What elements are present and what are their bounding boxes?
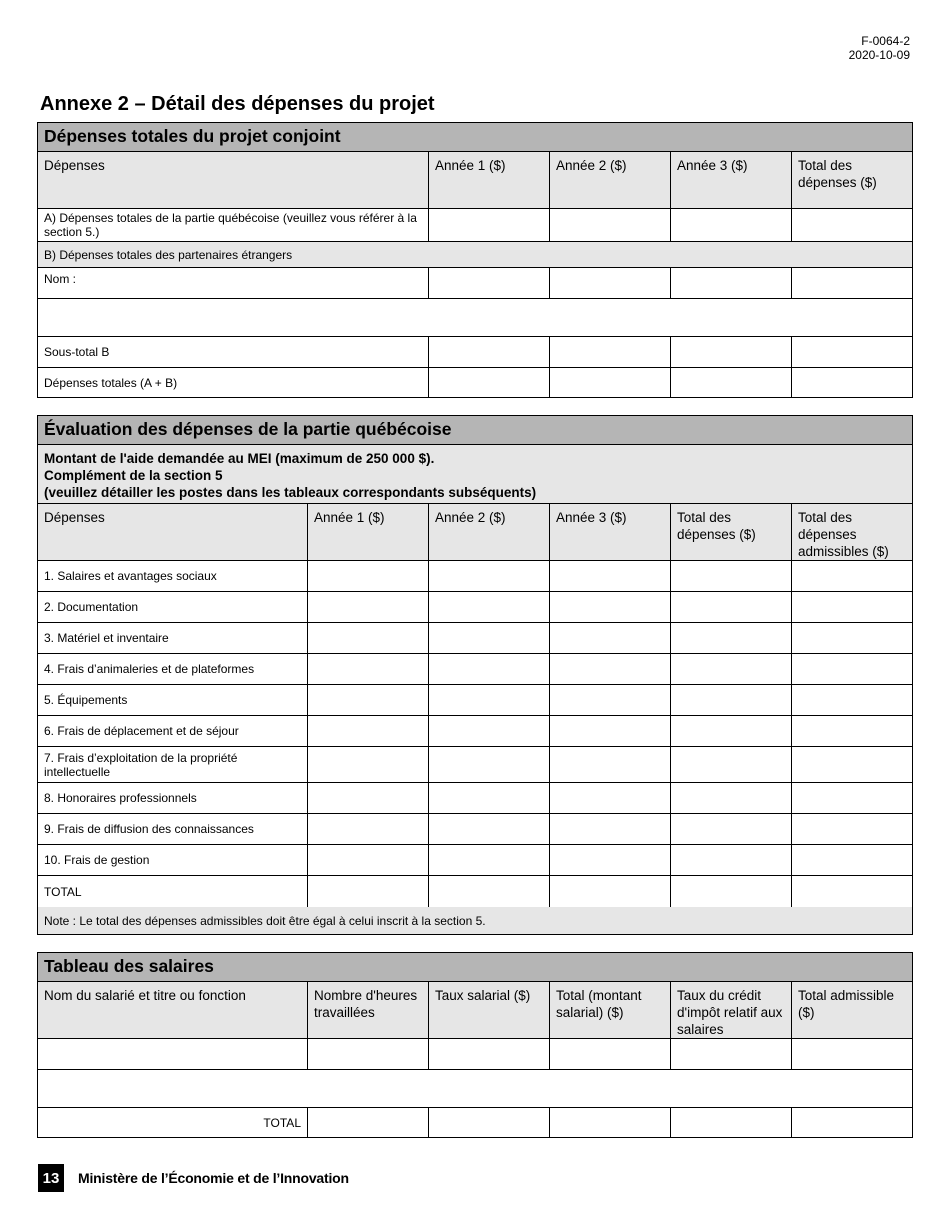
header-eligible-total: Total des dépenses admissibles ($) — [792, 504, 912, 560]
expense-item-label: 7. Frais d’exploitation de la propriété intellectuelle — [38, 747, 308, 782]
header-year2: Année 2 ($) — [550, 152, 671, 208]
total-ab-label: Dépenses totales (A + B) — [38, 368, 429, 398]
header-year3: Année 3 ($) — [671, 152, 792, 208]
row-a-label: A) Dépenses totales de la partie québécoise (veuillez vous référer à la section 5.) — [38, 209, 429, 241]
hours-input[interactable] — [308, 1039, 429, 1069]
partner-year1-input[interactable] — [429, 268, 550, 298]
expense-item-label: 8. Honoraires professionnels — [38, 783, 308, 813]
row-b-label: B) Dépenses totales des partenaires étrangers — [38, 242, 912, 268]
header-year3: Année 3 ($) — [550, 504, 671, 560]
partner-year2-input[interactable] — [550, 268, 671, 298]
expense-total-input[interactable] — [671, 747, 792, 782]
subtotal-year1-input[interactable] — [429, 337, 550, 367]
table-header-row — [38, 982, 912, 1039]
expense-year2-input[interactable] — [429, 592, 550, 622]
expense-year3-input[interactable] — [550, 654, 671, 684]
table-row — [38, 716, 912, 747]
page-number: 13 — [38, 1164, 64, 1192]
page-title: Annexe 2 – Détail des dépenses du projet — [40, 93, 435, 115]
expense-year1-input[interactable] — [308, 876, 429, 907]
header-eligible-total: Total admissible ($) — [792, 982, 912, 1038]
table-row — [38, 845, 912, 876]
salaries-total-label: TOTAL — [38, 1108, 308, 1137]
footnote: Note : Le total des dépenses admissibles doit être égal à celui inscrit à la section 5. — [38, 907, 912, 934]
expense-year3-input[interactable] — [550, 685, 671, 715]
expense-eligible-input[interactable] — [792, 592, 912, 622]
expense-year3-input[interactable] — [550, 561, 671, 591]
expense-year3-input[interactable] — [550, 783, 671, 813]
expense-year2-input[interactable] — [429, 876, 550, 907]
subtotal-b-label: Sous-total B — [38, 337, 429, 367]
expense-year1-input[interactable] — [308, 783, 429, 813]
table-row — [38, 876, 912, 907]
expense-year1-input[interactable] — [308, 561, 429, 591]
table-header-row — [38, 504, 912, 561]
expense-year1-input[interactable] — [308, 592, 429, 622]
total-eligible-input[interactable] — [792, 1108, 912, 1137]
expense-year1-input[interactable] — [308, 747, 429, 782]
blank-spacer-row — [38, 1070, 912, 1108]
table-row — [38, 337, 912, 368]
expense-item-label: 6. Frais de déplacement et de séjour — [38, 716, 308, 746]
total-rate-input[interactable] — [429, 1108, 550, 1137]
expense-item-label: 9. Frais de diffusion des connaissances — [38, 814, 308, 844]
table-row — [38, 1039, 912, 1070]
expense-year2-input[interactable] — [429, 623, 550, 653]
partner-name-label: Nom : — [38, 268, 429, 298]
subtotal-year3-input[interactable] — [671, 337, 792, 367]
expense-total-input[interactable] — [671, 685, 792, 715]
expense-eligible-input[interactable] — [792, 814, 912, 844]
expense-total-input[interactable] — [671, 783, 792, 813]
expense-total-input[interactable] — [671, 592, 792, 622]
total-ab-year2-input[interactable] — [550, 368, 671, 398]
header-tax-credit: Taux du crédit d'impôt relatif aux salaires — [671, 982, 792, 1038]
expense-year3-input[interactable] — [550, 623, 671, 653]
expense-eligible-input[interactable] — [792, 685, 912, 715]
row-a-year3-input[interactable] — [671, 209, 792, 241]
expense-year2-input[interactable] — [429, 783, 550, 813]
blank-cell — [38, 1070, 912, 1107]
header-employee: Nom du salarié et titre ou fonction — [38, 982, 308, 1038]
section-title: Évaluation des dépenses de la partie québécoise — [38, 416, 912, 445]
header-rate: Taux salarial ($) — [429, 982, 550, 1038]
table-row — [38, 1108, 912, 1137]
table-row — [38, 592, 912, 623]
total-ab-total-input[interactable] — [792, 368, 912, 398]
expense-total-input[interactable] — [671, 814, 792, 844]
expense-year1-input[interactable] — [308, 814, 429, 844]
expense-year2-input[interactable] — [429, 654, 550, 684]
table-row — [38, 783, 912, 814]
employee-input[interactable] — [38, 1039, 308, 1069]
total-ab-year1-input[interactable] — [429, 368, 550, 398]
table-row — [38, 209, 912, 242]
quebec-expenses-table — [37, 415, 913, 935]
table-row — [38, 654, 912, 685]
header-year2: Année 2 ($) — [429, 504, 550, 560]
table-row — [38, 368, 912, 398]
row-a-year2-input[interactable] — [550, 209, 671, 241]
table-row — [38, 747, 912, 783]
expense-item-label: 10. Frais de gestion — [38, 845, 308, 875]
partner-year3-input[interactable] — [671, 268, 792, 298]
page-footer — [38, 1164, 349, 1192]
expense-year3-input[interactable] — [550, 716, 671, 746]
joint-project-expenses-table — [37, 122, 913, 398]
expense-eligible-input[interactable] — [792, 561, 912, 591]
partner-total-input[interactable] — [792, 268, 912, 298]
table-row — [38, 814, 912, 845]
expense-total-input[interactable] — [671, 716, 792, 746]
expense-year3-input[interactable] — [550, 592, 671, 622]
expense-year3-input[interactable] — [550, 845, 671, 875]
rate-input[interactable] — [429, 1039, 550, 1069]
expense-year2-input[interactable] — [429, 716, 550, 746]
section-title: Dépenses totales du projet conjoint — [38, 123, 912, 152]
header-expenses: Dépenses — [38, 152, 429, 208]
expense-items — [38, 561, 912, 907]
expense-year1-input[interactable] — [308, 685, 429, 715]
expense-item-label: 1. Salaires et avantages sociaux — [38, 561, 308, 591]
expense-year2-input[interactable] — [429, 814, 550, 844]
total-salary-input[interactable] — [550, 1108, 671, 1137]
note-line: (veuillez détailler les postes dans les tableaux correspondants subséquents) — [44, 485, 537, 500]
section-title: Tableau des salaires — [38, 953, 912, 982]
aid-amount-note — [38, 445, 912, 504]
expense-year3-input[interactable] — [550, 876, 671, 907]
expense-year3-input[interactable] — [550, 747, 671, 782]
table-row — [38, 685, 912, 716]
form-number: F-0064-2 — [861, 34, 910, 48]
blank-cell — [38, 299, 912, 336]
expense-item-label: 2. Documentation — [38, 592, 308, 622]
expense-total-input[interactable] — [671, 654, 792, 684]
row-a-year1-input[interactable] — [429, 209, 550, 241]
expense-item-label: 5. Équipements — [38, 685, 308, 715]
salaries-table — [37, 952, 913, 1138]
expense-total-input[interactable] — [671, 623, 792, 653]
expense-year1-input[interactable] — [308, 654, 429, 684]
total-ab-year3-input[interactable] — [671, 368, 792, 398]
blank-spacer-row — [38, 299, 912, 337]
expense-year2-input[interactable] — [429, 747, 550, 782]
expense-eligible-input[interactable] — [792, 876, 912, 907]
expense-year3-input[interactable] — [550, 814, 671, 844]
subtotal-year2-input[interactable] — [550, 337, 671, 367]
header-total: Total des dépenses ($) — [792, 152, 912, 208]
note-line: Montant de l'aide demandée au MEI (maximum de 250 000 $). — [44, 451, 435, 466]
header-hours: Nombre d'heures travaillées — [308, 982, 429, 1038]
document-code — [849, 34, 910, 62]
expense-eligible-input[interactable] — [792, 654, 912, 684]
eligible-total-input[interactable] — [792, 1039, 912, 1069]
total-hours-input[interactable] — [308, 1108, 429, 1137]
table-header-row — [38, 152, 912, 209]
expense-eligible-input[interactable] — [792, 845, 912, 875]
note-line: Complément de la section 5 — [44, 468, 223, 483]
form-date: 2020-10-09 — [848, 48, 910, 62]
expense-eligible-input[interactable] — [792, 747, 912, 782]
expense-item-label: 3. Matériel et inventaire — [38, 623, 308, 653]
total-tax-credit-input[interactable] — [671, 1108, 792, 1137]
expense-item-label: 4. Frais d’animaleries et de plateformes — [38, 654, 308, 684]
expense-item-label: TOTAL — [38, 876, 308, 907]
table-row — [38, 561, 912, 592]
expense-eligible-input[interactable] — [792, 623, 912, 653]
row-a-total-input[interactable] — [792, 209, 912, 241]
expense-eligible-input[interactable] — [792, 783, 912, 813]
header-salary-total: Total (montant salarial) ($) — [550, 982, 671, 1038]
header-year1: Année 1 ($) — [429, 152, 550, 208]
expense-year1-input[interactable] — [308, 716, 429, 746]
table-row — [38, 623, 912, 654]
expense-total-input[interactable] — [671, 845, 792, 875]
header-year1: Année 1 ($) — [308, 504, 429, 560]
expense-eligible-input[interactable] — [792, 716, 912, 746]
header-total: Total des dépenses ($) — [671, 504, 792, 560]
expense-year2-input[interactable] — [429, 561, 550, 591]
expense-total-input[interactable] — [671, 561, 792, 591]
expense-year2-input[interactable] — [429, 685, 550, 715]
table-row — [38, 268, 912, 299]
expense-year1-input[interactable] — [308, 845, 429, 875]
salary-total-input[interactable] — [550, 1039, 671, 1069]
ministry-name: Ministère de l’Économie et de l’Innovation — [78, 1170, 349, 1186]
expense-year1-input[interactable] — [308, 623, 429, 653]
tax-credit-input[interactable] — [671, 1039, 792, 1069]
expense-year2-input[interactable] — [429, 845, 550, 875]
header-expenses: Dépenses — [38, 504, 308, 560]
expense-total-input[interactable] — [671, 876, 792, 907]
subtotal-total-input[interactable] — [792, 337, 912, 367]
